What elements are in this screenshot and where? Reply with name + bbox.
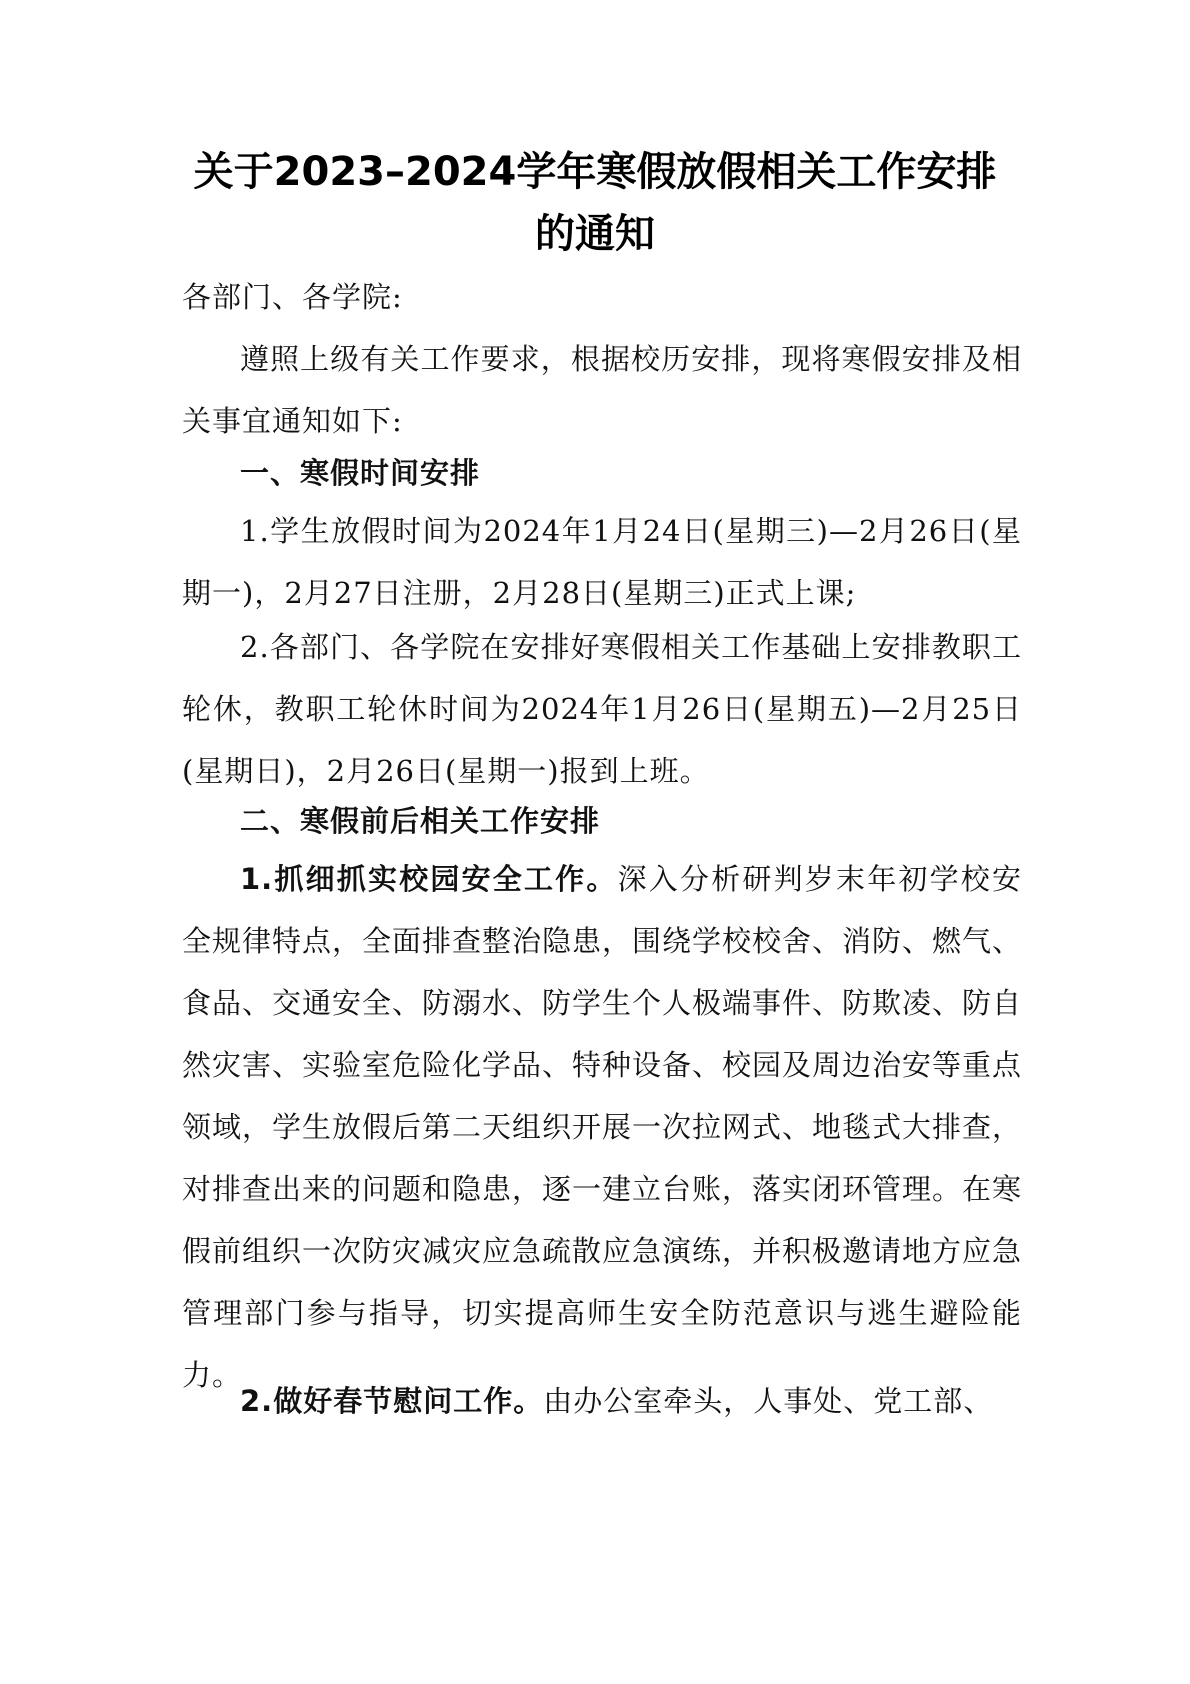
section-2-item-1 [182, 848, 1022, 1406]
intro-paragraph: 遵照上级有关工作要求，根据校历安排，现将寒假安排及相关事宜通知如下: [182, 342, 1022, 438]
salutation: 各部门、各学院: [182, 280, 403, 314]
section-1-item-2: 2.各部门、各学院在安排好寒假相关工作基础上安排教职工轮休，教职工轮休时间为2024年1月26日(星期五)—2月25日(星期日)，2月26日(星期一)报到上班。 [182, 630, 1022, 788]
section-2-item-1-body: 深入分析研判岁末年初学校安全规律特点，全面排查整治隐患，围绕学校校舍、消防、燃气、食品、交通安全、防溺水、防学生个人极端事件、防欺凌、防自然灾害、实验室危险化学品、特种设备、校园及周边治安等重点领域，学生放假后第二天组织开展一次拉网式、地毯式大排查，对排查出来的问题和隐患，逐一建立台账，落实闭环管理。在寒假前组织一次防灾减灾应急疏散应急演练，并积极邀请地方应急管理部门参与指导，切实提高师生安全防范意识与逃生避险能力。 [182, 862, 1023, 1392]
document-title-line-2: 的通知 [535, 211, 655, 257]
section-2-item-2 [182, 1370, 1022, 1432]
section-1-item-1: 1.学生放假时间为2024年1月24日(星期三)—2月26日(星期一)，2月27日注册，2月28日(星期三)正式上课; [182, 514, 1022, 610]
section-2-item-1-lead: 1.抓细抓实校园安全工作。 [240, 862, 618, 896]
document-title-line-1: 关于2023–2024学年寒假放假相关工作安排 [193, 149, 997, 195]
section-2-item-2-lead: 2.做好春节慰问工作。 [240, 1384, 544, 1418]
section-1-heading: 一、寒假时间安排 [240, 456, 481, 490]
section-2-heading: 二、寒假前后相关工作安排 [240, 804, 601, 838]
section-2-item-2-body: 由办公室牵头，人事处、党工部、 [543, 1384, 994, 1418]
